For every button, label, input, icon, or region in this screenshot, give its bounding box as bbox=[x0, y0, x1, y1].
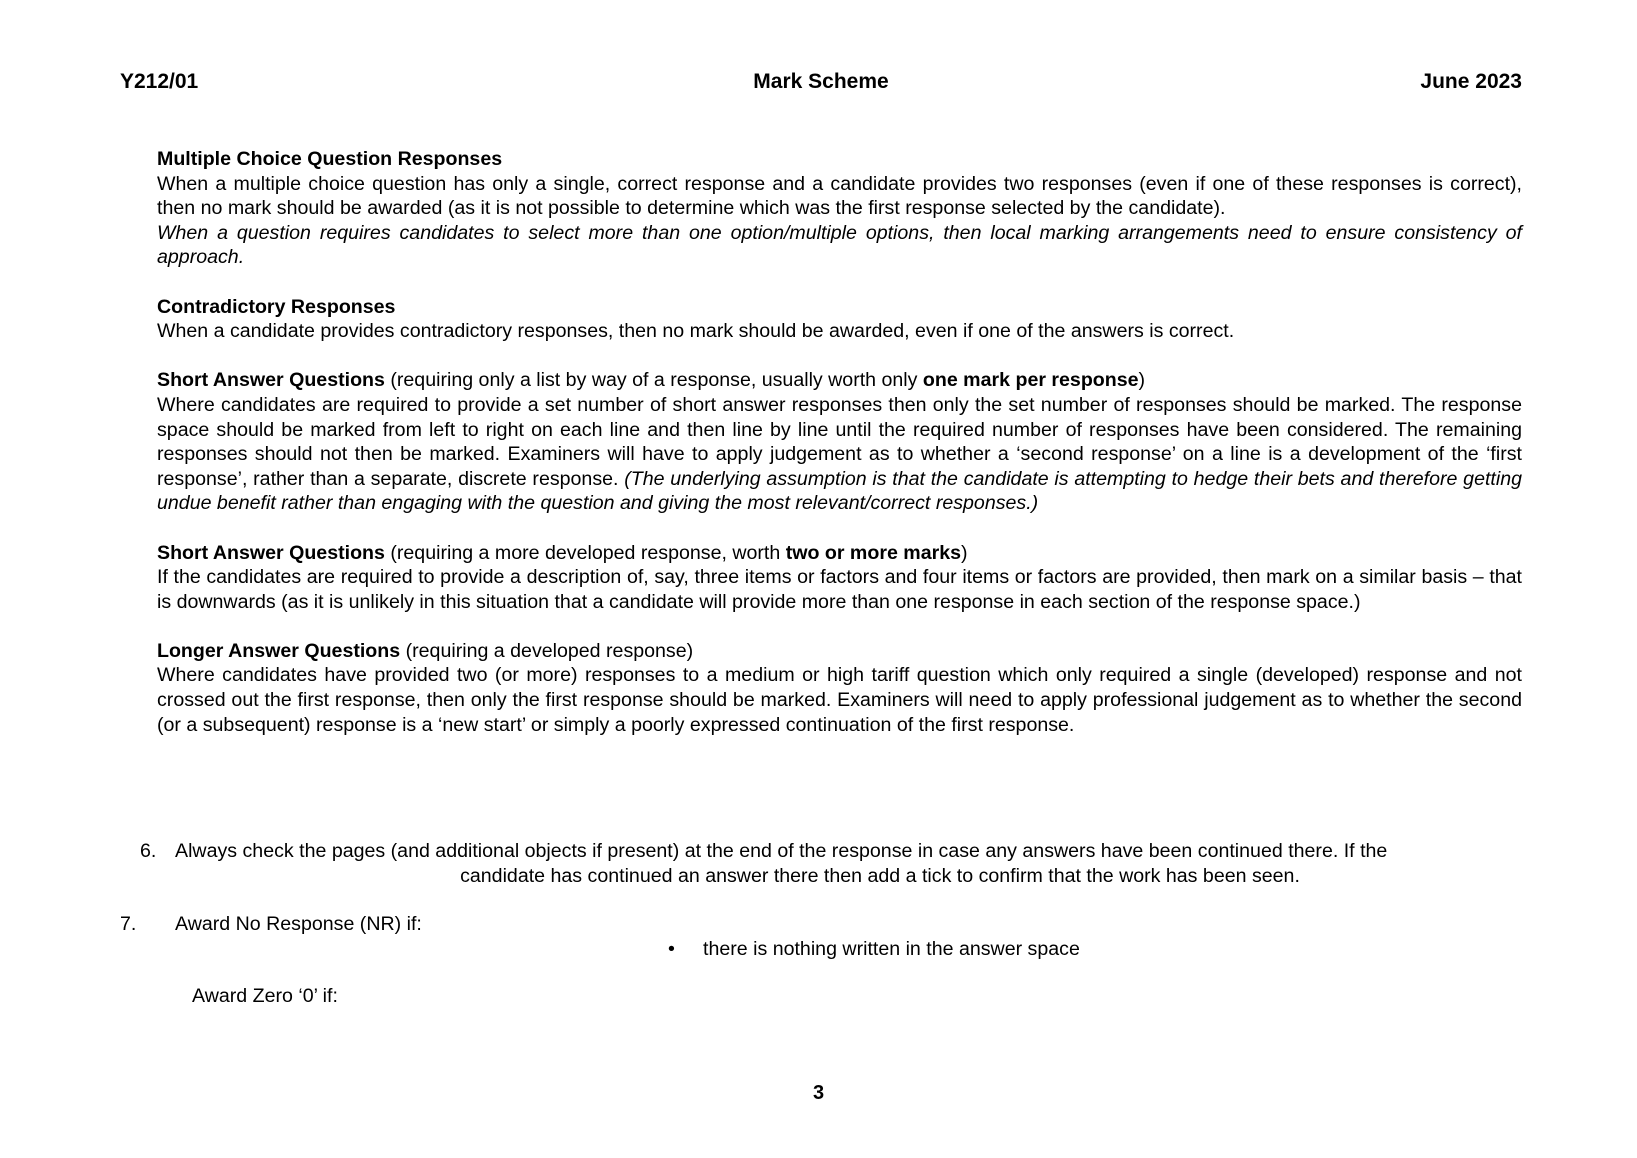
section-paragraph: Where candidates have provided two (or more) responses to a medium or high tariff question which only required a single (developed) response and not crossed out the first response, then only the first response should be marked. Examiners will need to apply professional judgement as to whether the second (or a subsequent) response is a ‘new start’ or simply a poorly expressed continuation of the first response. bbox=[157, 664, 1522, 736]
section-short-answer-developed bbox=[157, 541, 1522, 615]
section-heading: Short Answer Questions bbox=[157, 541, 385, 564]
section-multiple-choice bbox=[157, 147, 1522, 270]
section-heading-line bbox=[157, 639, 1522, 664]
section-heading: Short Answer Questions bbox=[157, 369, 385, 392]
section-heading-line bbox=[157, 541, 1522, 566]
item-text-line2: candidate has continued an answer there then add a tick to confirm that the work has been seen. bbox=[460, 864, 1300, 887]
heading-qualifier: (requiring only a list by way of a response, usually worth only bbox=[384, 369, 923, 392]
heading-qualifier-bold: two or more marks bbox=[785, 541, 962, 564]
item-number: 7. bbox=[120, 913, 137, 935]
item-text-line1: Always check the pages (and additional objects if present) at the end of the response in case any answers have been continued there. If the bbox=[175, 840, 1388, 862]
bullet-list-item bbox=[668, 937, 1080, 962]
section-paragraph: When a candidate provides contradictory responses, then no mark should be awarded, even if one of the answers is correct. bbox=[157, 320, 1235, 343]
section-paragraph: If the candidates are required to provide a description of, say, three items or factors and four items or factors are provided, then mark on a similar basis – that is downwards (as it is unlikely in this situation that a candidate will provide more than one response in each section of the response space.) bbox=[157, 566, 1522, 613]
section-heading: Contradictory Responses bbox=[157, 295, 396, 318]
heading-qualifier: (requiring a developed response) bbox=[400, 639, 694, 662]
section-paragraph: When a multiple choice question has only a single, correct response and a candidate provides two responses (even if one of these responses is correct), then no mark should be awarded (as it is not possible to determine which was the first response selected by the candidate). bbox=[157, 172, 1522, 220]
item-label: Award No Response (NR) if: bbox=[175, 913, 422, 935]
section-heading-line bbox=[157, 368, 1522, 393]
section-body: Where candidates are required to provide a set number of short answer responses then only the set number of responses should be marked. The response space should be marked from left to right on each line and then line by line until the required number of responses have been considered. The remaining responses should not then be marked. Examiners will have to apply judgement as to whether a ‘second response’ on a line is a development of the ‘first response’, rather than a separate, discrete response. bbox=[157, 393, 1522, 490]
heading-qualifier-bold: one mark per response bbox=[922, 369, 1139, 392]
heading-qualifier-end: ) bbox=[961, 541, 968, 564]
award-zero-label: Award Zero ‘0’ if: bbox=[192, 985, 338, 1007]
document-title: Mark Scheme bbox=[753, 70, 889, 93]
section-short-answer-list bbox=[157, 368, 1522, 516]
section-note: (The underlying assumption is that the candidate is attempting to hedge their bets and therefore getting undue benefit rather than engaging with the question and giving the most relevant/correct responses.) bbox=[157, 467, 1522, 515]
page-number: 3 bbox=[812, 1082, 825, 1104]
section-heading: Multiple Choice Question Responses bbox=[157, 148, 503, 170]
heading-qualifier: (requiring a more developed response, worth bbox=[384, 541, 786, 564]
section-heading: Longer Answer Questions bbox=[157, 639, 401, 662]
item-number: 6. bbox=[140, 840, 157, 862]
document-body bbox=[157, 147, 1522, 762]
paper-code: Y212/01 bbox=[120, 70, 199, 93]
section-contradictory bbox=[157, 295, 1522, 344]
heading-qualifier-end: ) bbox=[1138, 369, 1146, 392]
section-paragraph bbox=[157, 393, 1522, 516]
bullet-text: there is nothing written in the answer space bbox=[703, 938, 1080, 960]
page-header bbox=[120, 70, 1522, 98]
section-longer-answer bbox=[157, 639, 1522, 737]
section-note: When a question requires candidates to select more than one option/multiple options, then local marking arrangements need to ensure consistency of approach. bbox=[157, 221, 1522, 269]
exam-date: June 2023 bbox=[1420, 70, 1522, 93]
bullet-icon: • bbox=[668, 938, 675, 960]
